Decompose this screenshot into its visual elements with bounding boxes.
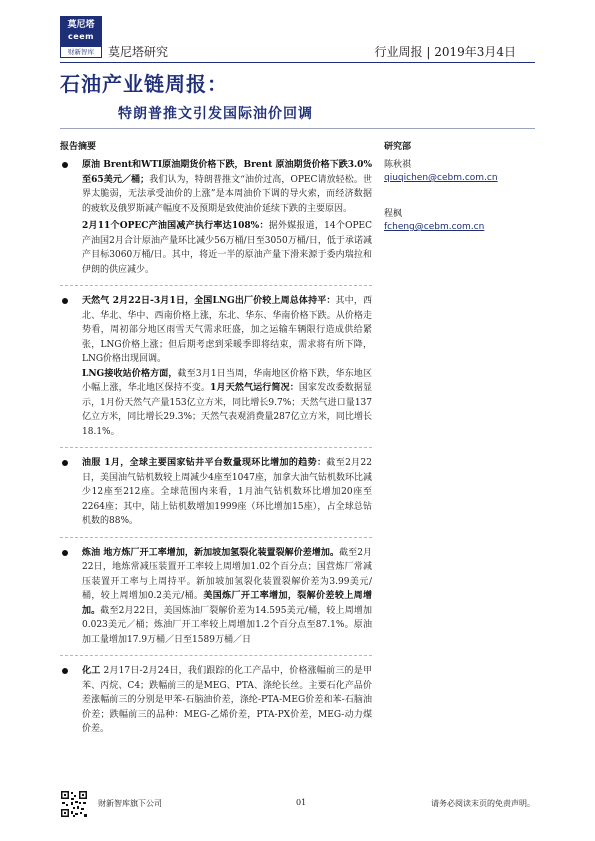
title-divider <box>60 128 535 129</box>
item-divider <box>60 655 372 656</box>
analyst-name: 程枫 <box>384 209 403 219</box>
report-type-date: 行业周报 | 2019年3月4日 <box>374 45 516 59</box>
body-text: 截至2月22日，地炼常减压装置开工率较上周增加1.02个百分点；国营炼厂常减压装置开工率与上周持平。新加坡加氢裂化装置裂解价差为3.99美元/桶，较上周增加0.2美元/桶。 <box>82 547 372 601</box>
logo-english-text: ceem <box>68 32 94 41</box>
page-number: 01 <box>296 798 307 807</box>
body-text: 我们认为，特朗普推文“油价过高，OPEC请放轻松。世界太脆弱，无法承受油价的上涨”是本周油价下调的导火索，而经济数据的疲软及俄罗斯减产幅度不及预期是致使油价延续下跌的主要原因。 <box>82 174 372 214</box>
bullet-icon <box>62 460 68 466</box>
company-logo <box>60 16 102 58</box>
report-subtitle: 特朗普推文引发国际油价回调 <box>118 106 313 122</box>
logo-chinese-text: 莫尼塔 <box>67 20 95 30</box>
bold-lead: 1月天然气运行简况： <box>210 383 299 393</box>
bullet-icon <box>62 668 68 674</box>
body-text: 截至2月22日，美国炼油厂裂解价差为14.595美元/桶，较上周增加0.023美元／桶；炼油厂开工率较上周增加1.2个百分点至87.1%。原油加工量增加17.9万桶／日至1589万桶／日 <box>82 605 372 645</box>
item-divider <box>60 447 372 448</box>
bold-lead: 炼油 地方炼厂开工率增加，新加坡加氢裂化装置裂解价差增加。 <box>82 547 340 558</box>
bold-lead: 天然气 2月22日-3月1日，全国LNG出厂价较上周总体持平： <box>82 296 336 306</box>
summary-item-chemicals <box>60 664 372 737</box>
footer-disclaimer: 请务必阅读末页的免责声明。 <box>431 799 535 808</box>
item-divider <box>60 285 372 286</box>
bold-lead: 原油 Brent和WTI原油期货价格下跌，Brent 原油期货价格下跌3.0%至65美元／桶； <box>82 160 372 185</box>
page-footer <box>60 790 535 820</box>
paragraph <box>82 664 372 737</box>
summary-heading: 报告摘要 <box>60 142 97 152</box>
paragraph <box>82 158 372 216</box>
body-text: 其中，西北、华北、华中、西南价格上涨，东北、华东、华南价格下跌。从价格走势看，周初部分地区雨雪天气需求旺盛，加之运输车辆限行造成供给紧张，LNG价格上涨；但后期考虑到采暖季即将结束，需求将有所下降，LNG价格出现回调。 <box>82 296 372 364</box>
body-text: 据外媒报道，14个OPEC产油国2月合计原油产量环比减少56万桶/日至3050万桶/日，低于承诺减产目标3060万桶/日。其中，将近一半的原油产量下滑来源于委内瑞拉和伊朗的供应减少。 <box>82 221 372 275</box>
paragraph <box>82 456 372 529</box>
logo-subtitle: 财新智库 <box>60 46 102 58</box>
bullet-icon <box>62 298 68 304</box>
summary-item-natural-gas <box>60 294 372 439</box>
bold-lead: 2月11个OPEC产油国减产执行率达108%： <box>82 221 269 231</box>
summary-content <box>60 158 372 737</box>
qr-code-icon <box>60 790 88 818</box>
body-text: 2月17日-2月24日，我们跟踪的化工产品中，价格涨幅前三的是甲苯、丙烷、C4；跌幅前三的是MEG、PTA、涤纶长丝。主要石化产品价差涨幅前三的分别是甲苯-石脑油价差，涤纶-PTA-MEG价差和苯-石脑油价差；跌幅前三的品种：MEG-乙烯价差，PTA-PX价差，MEG-动力煤价差。 <box>82 666 372 734</box>
analyst-name: 陈秋祺 <box>384 160 412 170</box>
report-title: 石油产业链周报： <box>60 72 228 96</box>
body-text: 国家发改委数据显示，1月份天然气产量153亿立方米，同比增长9.7%；天然气进口量137亿立方米，同比增长29.3%；天然气表观消费量287亿立方米，同比增长18.1%。 <box>82 383 372 437</box>
body-text: 截至2月22日，美国油气钻机数较上周减少4座至1047座，加拿大油气钻机数环比减少12座至212座。全球范围内来看，1月油气钻机数环比增加20座至2264座；其中，陆上钻机数增加1999座（环比增加15座），占全球总钻机数的88%。 <box>82 458 372 526</box>
summary-item-oil-services <box>60 456 372 529</box>
analyst-email-link[interactable]: fcheng@cebm.com.cn <box>384 222 485 232</box>
bullet-icon <box>62 162 68 168</box>
summary-item-crude-oil <box>60 158 372 277</box>
bold-lead: 化工 <box>82 666 101 676</box>
item-divider <box>60 537 372 538</box>
bold-lead: 美国炼厂开工率增加，裂解价差较上周增加。 <box>82 591 372 616</box>
bullet-icon <box>62 550 68 556</box>
bold-lead: LNG接收站价格方面， <box>82 368 178 379</box>
summary-item-refining <box>60 546 372 648</box>
body-text: 截至3月1日当周，华南地区价格下跌，华东地区小幅上涨，华北地区保持不变。 <box>82 368 372 393</box>
paragraph <box>82 546 372 648</box>
analyst-email-link[interactable]: qiuqichen@cebm.com.cn <box>384 173 498 183</box>
header-divider <box>60 62 535 63</box>
paragraph <box>82 294 372 367</box>
brand-name: 莫尼塔研究 <box>108 45 169 59</box>
logo-mark <box>60 16 102 46</box>
research-dept-heading: 研究部 <box>384 142 412 152</box>
footer-company: 财新智库旗下公司 <box>98 799 162 808</box>
paragraph <box>82 367 372 440</box>
bold-lead: 油服 1月，全球主要国家钻井平台数量现环比增加的趋势： <box>82 458 327 468</box>
paragraph <box>82 219 372 277</box>
